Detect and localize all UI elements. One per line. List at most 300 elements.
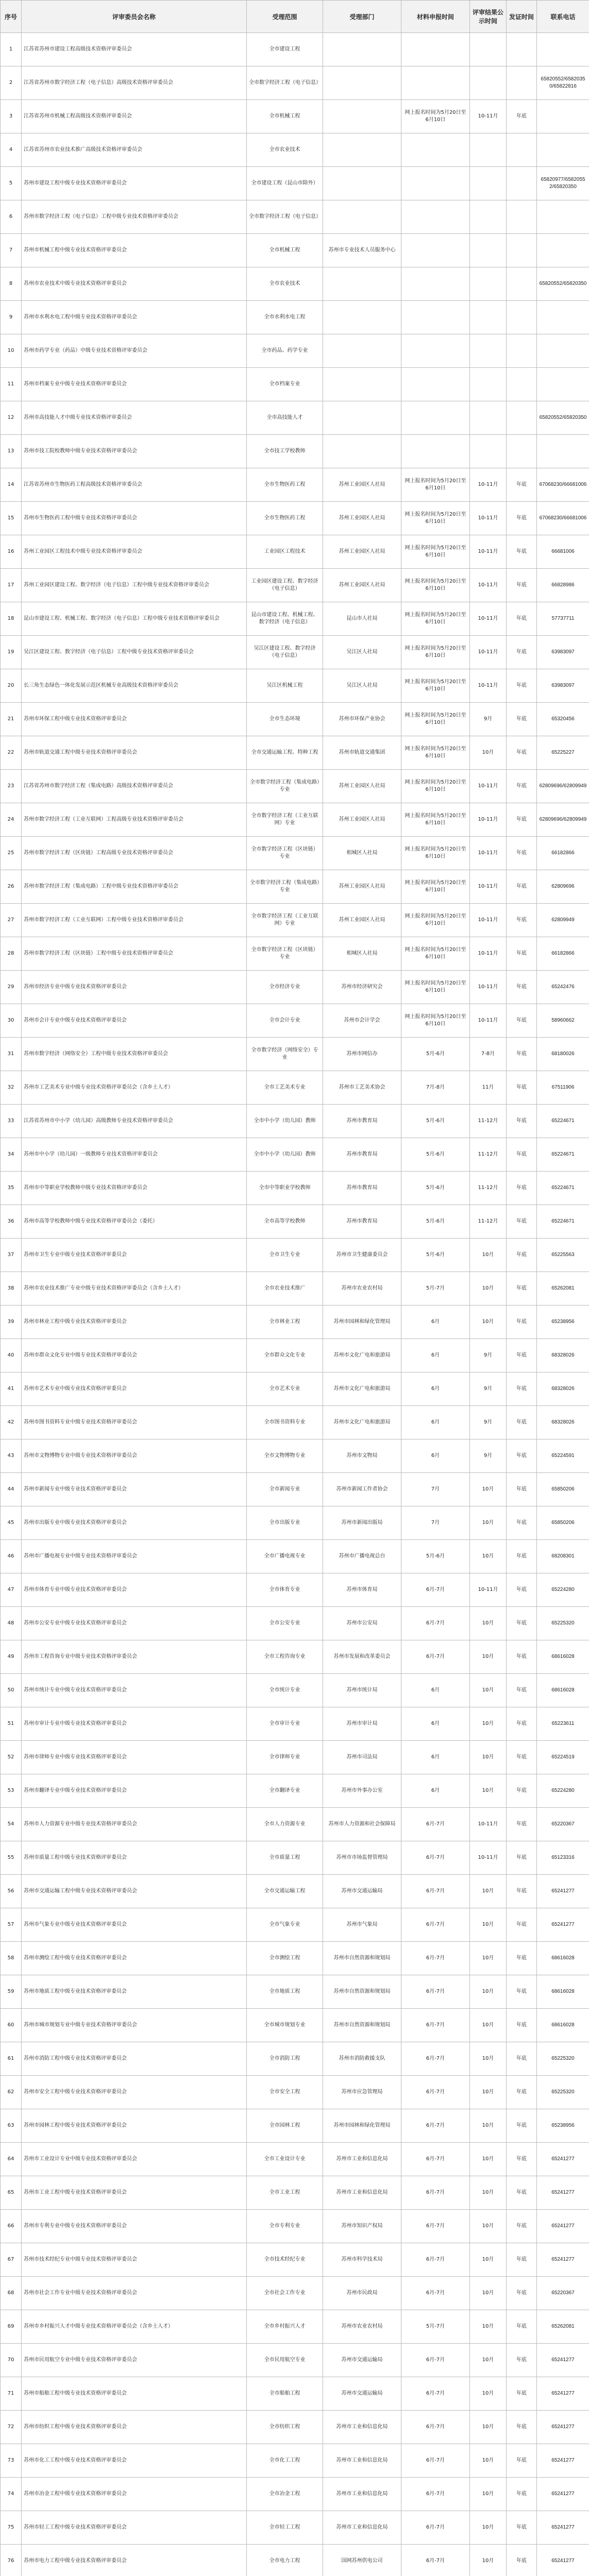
table-row bbox=[1, 837, 589, 870]
row-index-cell: 8 bbox=[1, 267, 22, 301]
scope-cell: 全市高等学校教师 bbox=[247, 1205, 323, 1239]
committee-name-cell: 苏州市消防工程中级专业技术资格评审委员会 bbox=[22, 2042, 247, 2076]
table-row bbox=[1, 334, 589, 368]
certificate-time-cell: 年底 bbox=[507, 2109, 537, 2143]
row-index-cell: 14 bbox=[1, 468, 22, 502]
result-time-cell: 11-12月 bbox=[470, 1172, 507, 1205]
phone-cell: 57737711 bbox=[537, 602, 589, 636]
row-index-cell: 48 bbox=[1, 1607, 22, 1640]
certificate-time-cell: 年底 bbox=[507, 2310, 537, 2344]
table-row bbox=[1, 1105, 589, 1138]
result-time-cell: 10月 bbox=[470, 1741, 507, 1774]
result-time-cell: 11-12月 bbox=[470, 1105, 507, 1138]
phone-cell: 65225320 bbox=[537, 1607, 589, 1640]
committee-name-cell: 苏州市中等职业学校教师中级专业技术资格评审委员会 bbox=[22, 1172, 247, 1205]
phone-cell: 67511906 bbox=[537, 1071, 589, 1105]
submission-time-cell: 网上报名时间为5月20日至6月10日 bbox=[401, 1004, 470, 1038]
scope-cell: 全市建设工程 bbox=[247, 33, 323, 66]
committee-name-cell: 苏州市工业设计专业中级专业技术资格评审委员会 bbox=[22, 2143, 247, 2176]
certificate-time-cell bbox=[507, 368, 537, 401]
scope-cell: 吴江区机械工程 bbox=[247, 669, 323, 703]
phone-cell: 62809949 bbox=[537, 904, 589, 937]
scope-cell: 吴江区建设工程、数字经济（电子信息） bbox=[247, 636, 323, 669]
scope-cell: 全市数字经济工程（集成电路）专业 bbox=[247, 870, 323, 904]
scope-cell: 全市机械工程 bbox=[247, 234, 323, 267]
phone-cell: 65241277 bbox=[537, 1908, 589, 1942]
phone-cell bbox=[537, 200, 589, 234]
submission-time-cell: 网上报名时间为5月20日至6月10日 bbox=[401, 602, 470, 636]
phone-cell: 65224671 bbox=[537, 1172, 589, 1205]
committee-name-cell: 苏州市技工院校教师中级专业技术资格评审委员会 bbox=[22, 435, 247, 468]
result-time-cell: 10月 bbox=[470, 2076, 507, 2109]
scope-cell: 全市卫生专业 bbox=[247, 1239, 323, 1272]
result-time-cell: 10月 bbox=[470, 1306, 507, 1339]
department-cell: 苏州市自然资源和规划局 bbox=[323, 2009, 401, 2042]
header-scope: 受理范围 bbox=[247, 1, 323, 33]
scope-cell: 全市社会工作专业 bbox=[247, 2277, 323, 2310]
department-cell bbox=[323, 66, 401, 100]
row-index-cell: 68 bbox=[1, 2277, 22, 2310]
scope-cell: 全市高技能人才 bbox=[247, 401, 323, 435]
result-time-cell bbox=[470, 301, 507, 334]
row-index-cell: 30 bbox=[1, 1004, 22, 1038]
row-index-cell: 53 bbox=[1, 1774, 22, 1808]
table-row bbox=[1, 2143, 589, 2176]
scope-cell: 全市会计专业 bbox=[247, 1004, 323, 1038]
committee-name-cell: 苏州市数字经济工程（工业互联网）工程中级专业技术资格评审委员会 bbox=[22, 904, 247, 937]
row-index-cell: 13 bbox=[1, 435, 22, 468]
certificate-time-cell: 年底 bbox=[507, 2344, 537, 2377]
result-time-cell: 10-11月 bbox=[470, 636, 507, 669]
submission-time-cell: 6月 bbox=[401, 1674, 470, 1707]
table-row bbox=[1, 1473, 589, 1506]
phone-cell: 65241277 bbox=[537, 2176, 589, 2210]
department-cell: 吴江区人社局 bbox=[323, 636, 401, 669]
committee-name-cell: 苏州市药学专业（药品）中级专业技术资格评审委员会 bbox=[22, 334, 247, 368]
phone-cell: 68208301 bbox=[537, 1540, 589, 1573]
certificate-time-cell: 年底 bbox=[507, 468, 537, 502]
phone-cell bbox=[537, 301, 589, 334]
committee-name-cell: 苏州市图书资料专业中级专业技术资格评审委员会 bbox=[22, 1406, 247, 1439]
certificate-time-cell: 年底 bbox=[507, 1875, 537, 1908]
row-index-cell: 26 bbox=[1, 870, 22, 904]
phone-cell: 65225320 bbox=[537, 2042, 589, 2076]
certificate-time-cell: 年底 bbox=[507, 2042, 537, 2076]
row-index-cell: 44 bbox=[1, 1473, 22, 1506]
row-index-cell: 19 bbox=[1, 636, 22, 669]
certificate-time-cell: 年底 bbox=[507, 2277, 537, 2310]
header-phone: 联系电话 bbox=[537, 1, 589, 33]
result-time-cell: 10月 bbox=[470, 1975, 507, 2009]
submission-time-cell: 6月-7月 bbox=[401, 1942, 470, 1975]
phone-cell: 67068230/66681006 bbox=[537, 468, 589, 502]
phone-cell bbox=[537, 33, 589, 66]
phone-cell: 65850206 bbox=[537, 1473, 589, 1506]
row-index-cell: 2 bbox=[1, 66, 22, 100]
phone-cell: 65820552/65820350/65822816 bbox=[537, 66, 589, 100]
submission-time-cell bbox=[401, 401, 470, 435]
result-time-cell: 10月 bbox=[470, 2009, 507, 2042]
certificate-time-cell: 年底 bbox=[507, 736, 537, 770]
department-cell: 苏州市交通运输局 bbox=[323, 2377, 401, 2411]
scope-cell: 全市图书资料专业 bbox=[247, 1406, 323, 1439]
certificate-time-cell: 年底 bbox=[507, 636, 537, 669]
phone-cell: 65820552/65820350 bbox=[537, 267, 589, 301]
department-cell: 苏州市会计学会 bbox=[323, 1004, 401, 1038]
result-time-cell bbox=[470, 234, 507, 267]
result-time-cell: 10月 bbox=[470, 2243, 507, 2277]
header-submission-time: 材料申报时间 bbox=[401, 1, 470, 33]
table-row bbox=[1, 1339, 589, 1372]
committee-name-cell: 苏州市公安专业中级专业技术资格评审委员会 bbox=[22, 1607, 247, 1640]
result-time-cell: 10-11月 bbox=[470, 904, 507, 937]
result-time-cell: 10-11月 bbox=[470, 803, 507, 837]
row-index-cell: 58 bbox=[1, 1942, 22, 1975]
committee-name-cell: 苏州市统计专业中级专业技术资格评审委员会 bbox=[22, 1674, 247, 1707]
phone-cell: 68180026 bbox=[537, 1038, 589, 1071]
scope-cell: 全市轻工工程 bbox=[247, 2511, 323, 2545]
result-time-cell bbox=[470, 33, 507, 66]
result-time-cell: 10-11月 bbox=[470, 669, 507, 703]
certificate-time-cell bbox=[507, 66, 537, 100]
committee-name-cell: 苏州市中小学（幼儿园）一级教师专业技术资格评审委员会 bbox=[22, 1138, 247, 1172]
committee-name-cell: 苏州市群众文化专业中级专业技术资格评审委员会 bbox=[22, 1339, 247, 1372]
scope-cell: 全市律师专业 bbox=[247, 1741, 323, 1774]
certificate-time-cell: 年底 bbox=[507, 1674, 537, 1707]
table-row bbox=[1, 937, 589, 971]
table-row bbox=[1, 1172, 589, 1205]
certificate-time-cell: 年底 bbox=[507, 602, 537, 636]
table-row bbox=[1, 1038, 589, 1071]
submission-time-cell: 6月-7月 bbox=[401, 2411, 470, 2444]
table-row bbox=[1, 535, 589, 569]
table-row bbox=[1, 1372, 589, 1406]
table-row bbox=[1, 1573, 589, 1607]
submission-time-cell: 6月-7月 bbox=[401, 2377, 470, 2411]
department-cell bbox=[323, 33, 401, 66]
department-cell: 苏州市教育局 bbox=[323, 1205, 401, 1239]
scope-cell: 昆山市建设工程、机械工程、数字经济（电子信息） bbox=[247, 602, 323, 636]
table-row bbox=[1, 1674, 589, 1707]
committee-name-cell: 苏州市文物博物专业中级专业技术资格评审委员会 bbox=[22, 1439, 247, 1473]
committee-name-cell: 苏州市冶金工程中级专业技术资格评审委员会 bbox=[22, 2478, 247, 2511]
result-time-cell: 10-11月 bbox=[470, 1808, 507, 1841]
phone-cell: 65850206 bbox=[537, 1506, 589, 1540]
department-cell: 苏州市园林和绿化管理局 bbox=[323, 1306, 401, 1339]
row-index-cell: 5 bbox=[1, 167, 22, 200]
certificate-time-cell: 年底 bbox=[507, 502, 537, 535]
scope-cell: 全市出版专业 bbox=[247, 1506, 323, 1540]
table-row bbox=[1, 301, 589, 334]
row-index-cell: 47 bbox=[1, 1573, 22, 1607]
result-time-cell: 10-11月 bbox=[470, 1004, 507, 1038]
department-cell: 苏州工业园区人社局 bbox=[323, 468, 401, 502]
phone-cell: 65224671 bbox=[537, 1105, 589, 1138]
department-cell: 苏州工业园区人社局 bbox=[323, 569, 401, 602]
table-row bbox=[1, 2277, 589, 2310]
phone-cell: 66828986 bbox=[537, 569, 589, 602]
committee-name-cell: 江苏省苏州市数字经济工程（电子信息）高级技术资格评审委员会 bbox=[22, 66, 247, 100]
scope-cell: 全市林业工程 bbox=[247, 1306, 323, 1339]
phone-cell: 65241277 bbox=[537, 2344, 589, 2377]
table-row bbox=[1, 1540, 589, 1573]
row-index-cell: 7 bbox=[1, 234, 22, 267]
phone-cell bbox=[537, 100, 589, 133]
department-cell bbox=[323, 435, 401, 468]
committee-name-cell: 吴江区建设工程、数字经济（电子信息）工程中级专业技术资格评审委员会 bbox=[22, 636, 247, 669]
row-index-cell: 4 bbox=[1, 133, 22, 167]
result-time-cell: 10-11月 bbox=[470, 770, 507, 803]
committee-name-cell: 昆山市建设工程、机械工程、数字经济（电子信息）工程中级专业技术资格评审委员会 bbox=[22, 602, 247, 636]
table-row bbox=[1, 1975, 589, 2009]
submission-time-cell: 6月 bbox=[401, 1339, 470, 1372]
department-cell: 苏州市农业农村局 bbox=[323, 2310, 401, 2344]
committee-name-cell: 苏州市数字经济工程（区块链）工程高级专业技术资格评审委员会 bbox=[22, 837, 247, 870]
table-row bbox=[1, 1707, 589, 1741]
row-index-cell: 24 bbox=[1, 803, 22, 837]
scope-cell: 全市技工学校教师 bbox=[247, 435, 323, 468]
table-row bbox=[1, 2444, 589, 2478]
row-index-cell: 23 bbox=[1, 770, 22, 803]
department-cell bbox=[323, 334, 401, 368]
phone-cell: 68616028 bbox=[537, 1975, 589, 2009]
scope-cell: 全市农业技术推广 bbox=[247, 1272, 323, 1306]
submission-time-cell: 6月 bbox=[401, 1372, 470, 1406]
result-time-cell: 10月 bbox=[470, 1942, 507, 1975]
certificate-time-cell: 年底 bbox=[507, 870, 537, 904]
scope-cell: 全市安全工程 bbox=[247, 2076, 323, 2109]
scope-cell: 全市生态环境 bbox=[247, 703, 323, 736]
scope-cell: 全市农业技术 bbox=[247, 267, 323, 301]
result-time-cell: 9月 bbox=[470, 1439, 507, 1473]
scope-cell: 全市乡村振兴人才 bbox=[247, 2310, 323, 2344]
table-row bbox=[1, 502, 589, 535]
submission-time-cell bbox=[401, 301, 470, 334]
row-index-cell: 57 bbox=[1, 1908, 22, 1942]
department-cell: 苏州市新闻工作者协会 bbox=[323, 1473, 401, 1506]
scope-cell: 全市翻译专业 bbox=[247, 1774, 323, 1808]
scope-cell: 全市民用航空专业 bbox=[247, 2344, 323, 2377]
result-time-cell: 10月 bbox=[470, 1908, 507, 1942]
result-time-cell: 11月 bbox=[470, 1071, 507, 1105]
submission-time-cell: 5月-7月 bbox=[401, 2310, 470, 2344]
certificate-time-cell: 年底 bbox=[507, 669, 537, 703]
scope-cell: 全市审计专业 bbox=[247, 1707, 323, 1741]
row-index-cell: 36 bbox=[1, 1205, 22, 1239]
department-cell: 苏州市教育局 bbox=[323, 1138, 401, 1172]
submission-time-cell: 网上报名时间为5月20日至6月10日 bbox=[401, 669, 470, 703]
scope-cell: 工业园区建设工程、数字经济（电子信息） bbox=[247, 569, 323, 602]
certificate-time-cell bbox=[507, 401, 537, 435]
row-index-cell: 43 bbox=[1, 1439, 22, 1473]
phone-cell: 65238956 bbox=[537, 2109, 589, 2143]
row-index-cell: 9 bbox=[1, 301, 22, 334]
phone-cell: 65241277 bbox=[537, 2511, 589, 2545]
submission-time-cell: 网上报名时间为5月20日至6月10日 bbox=[401, 468, 470, 502]
department-cell: 苏州市文化广电和旅游局 bbox=[323, 1406, 401, 1439]
submission-time-cell: 6月-7月 bbox=[401, 2277, 470, 2310]
committee-name-cell: 苏州市船舶工程中级专业技术资格评审委员会 bbox=[22, 2377, 247, 2411]
committee-name-cell: 苏州市技术经纪专业中级专业技术资格评审委员会 bbox=[22, 2243, 247, 2277]
result-time-cell: 10-11月 bbox=[470, 535, 507, 569]
phone-cell: 65225320 bbox=[537, 2076, 589, 2109]
row-index-cell: 1 bbox=[1, 33, 22, 66]
submission-time-cell bbox=[401, 234, 470, 267]
result-time-cell: 10月 bbox=[470, 1674, 507, 1707]
result-time-cell bbox=[470, 66, 507, 100]
row-index-cell: 70 bbox=[1, 2344, 22, 2377]
scope-cell: 全市中等职业学校教师 bbox=[247, 1172, 323, 1205]
scope-cell: 全市中小学（幼儿园）教师 bbox=[247, 1105, 323, 1138]
phone-cell: 65220367 bbox=[537, 1808, 589, 1841]
scope-cell: 全市数字经济工程（工业互联网）专业 bbox=[247, 803, 323, 837]
department-cell: 苏州市应急管理局 bbox=[323, 2076, 401, 2109]
table-row bbox=[1, 1439, 589, 1473]
committee-name-cell: 苏州市数字经济工程（工业互联网）工程高级专业技术资格评审委员会 bbox=[22, 803, 247, 837]
certificate-time-cell: 年底 bbox=[507, 1640, 537, 1674]
committee-name-cell: 苏州市乡村振兴人才中级专业技术资格评审委员会（含乡土人才） bbox=[22, 2310, 247, 2344]
committee-name-cell: 苏州市机械工程中级专业技术资格评审委员会 bbox=[22, 234, 247, 267]
certificate-time-cell: 年底 bbox=[507, 2511, 537, 2545]
table-row bbox=[1, 100, 589, 133]
row-index-cell: 54 bbox=[1, 1808, 22, 1841]
department-cell: 苏州市工业和信息化局 bbox=[323, 2478, 401, 2511]
submission-time-cell: 6月 bbox=[401, 1707, 470, 1741]
certificate-time-cell: 年底 bbox=[507, 1038, 537, 1071]
table-row bbox=[1, 1506, 589, 1540]
table-row bbox=[1, 1272, 589, 1306]
committee-name-cell: 苏州市交通运输工程中级专业技术资格评审委员会 bbox=[22, 1875, 247, 1908]
table-row bbox=[1, 2545, 589, 2576]
result-time-cell bbox=[470, 267, 507, 301]
committee-name-cell: 苏州市律师专业中级专业技术资格评审委员会 bbox=[22, 1741, 247, 1774]
certificate-time-cell: 年底 bbox=[507, 803, 537, 837]
row-index-cell: 3 bbox=[1, 100, 22, 133]
committee-name-cell: 苏州市安全工程中级专业技术资格评审委员会 bbox=[22, 2076, 247, 2109]
committee-name-cell: 苏州市民用航空专业中级专业技术资格评审委员会 bbox=[22, 2344, 247, 2377]
committee-name-cell: 苏州市农业技术中级专业技术资格评审委员会 bbox=[22, 267, 247, 301]
row-index-cell: 74 bbox=[1, 2478, 22, 2511]
committee-name-cell: 苏州市数字经济工程（区块链）工程中级专业技术资格评审委员会 bbox=[22, 937, 247, 971]
committee-name-cell: 苏州市经济专业中级专业技术资格评审委员会 bbox=[22, 971, 247, 1004]
table-row bbox=[1, 669, 589, 703]
department-cell: 苏州市卫生健康委员会 bbox=[323, 1239, 401, 1272]
scope-cell: 全市广播电视专业 bbox=[247, 1540, 323, 1573]
certificate-time-cell: 年底 bbox=[507, 1138, 537, 1172]
scope-cell: 全市数字经济工程（区块链）专业 bbox=[247, 837, 323, 870]
table-row bbox=[1, 1640, 589, 1674]
table-row bbox=[1, 267, 589, 301]
submission-time-cell: 5月-6月 bbox=[401, 1172, 470, 1205]
result-time-cell: 10-11月 bbox=[470, 1841, 507, 1875]
department-cell: 苏州市外事办公室 bbox=[323, 1774, 401, 1808]
submission-time-cell: 7月-8月 bbox=[401, 1071, 470, 1105]
certificate-time-cell: 年底 bbox=[507, 1439, 537, 1473]
phone-cell: 65224519 bbox=[537, 1741, 589, 1774]
table-row bbox=[1, 1875, 589, 1908]
table-row bbox=[1, 971, 589, 1004]
scope-cell: 全市数字经济工程（集成电路）专业 bbox=[247, 770, 323, 803]
department-cell bbox=[323, 401, 401, 435]
table-row bbox=[1, 703, 589, 736]
scope-cell: 全市交通运输工程 bbox=[247, 1875, 323, 1908]
table-row bbox=[1, 770, 589, 803]
department-cell: 苏州市公安局 bbox=[323, 1607, 401, 1640]
certificate-time-cell: 年底 bbox=[507, 1372, 537, 1406]
certificate-time-cell: 年底 bbox=[507, 937, 537, 971]
committee-name-cell: 苏州市出版专业中级专业技术资格评审委员会 bbox=[22, 1506, 247, 1540]
scope-cell: 全市城市规划专业 bbox=[247, 2009, 323, 2042]
row-index-cell: 60 bbox=[1, 2009, 22, 2042]
scope-cell: 全市数字经济工程（电子信息） bbox=[247, 66, 323, 100]
submission-time-cell: 网上报名时间为5月20日至6月10日 bbox=[401, 569, 470, 602]
certificate-time-cell: 年底 bbox=[507, 2411, 537, 2444]
scope-cell: 全市公安专业 bbox=[247, 1607, 323, 1640]
committee-name-cell: 苏州市卫生专业中级专业技术资格评审委员会 bbox=[22, 1239, 247, 1272]
certificate-time-cell: 年底 bbox=[507, 535, 537, 569]
phone-cell bbox=[537, 234, 589, 267]
phone-cell: 65224671 bbox=[537, 1138, 589, 1172]
phone-cell: 65241277 bbox=[537, 2243, 589, 2277]
table-row bbox=[1, 1306, 589, 1339]
committee-name-cell: 苏州市生物医药工程中级专业技术资格评审委员会 bbox=[22, 502, 247, 535]
result-time-cell: 10月 bbox=[470, 2143, 507, 2176]
phone-cell: 62809696/62809949 bbox=[537, 803, 589, 837]
department-cell: 苏州市发展和改革委员会 bbox=[323, 1640, 401, 1674]
certificate-time-cell bbox=[507, 234, 537, 267]
row-index-cell: 67 bbox=[1, 2243, 22, 2277]
phone-cell: 68616028 bbox=[537, 1640, 589, 1674]
result-time-cell: 10月 bbox=[470, 2109, 507, 2143]
row-index-cell: 38 bbox=[1, 1272, 22, 1306]
result-time-cell: 11-12月 bbox=[470, 1138, 507, 1172]
row-index-cell: 27 bbox=[1, 904, 22, 937]
row-index-cell: 6 bbox=[1, 200, 22, 234]
department-cell: 苏州市专业技术人员服务中心 bbox=[323, 234, 401, 267]
department-cell: 苏州市自然资源和规划局 bbox=[323, 1942, 401, 1975]
table-row bbox=[1, 401, 589, 435]
row-index-cell: 21 bbox=[1, 703, 22, 736]
certificate-time-cell: 年底 bbox=[507, 1339, 537, 1372]
scope-cell: 全市园林工程 bbox=[247, 2109, 323, 2143]
submission-time-cell: 5月-7月 bbox=[401, 1272, 470, 1306]
phone-cell: 65241277 bbox=[537, 2545, 589, 2576]
committee-name-cell: 苏州市环保工程中级专业技术资格评审委员会 bbox=[22, 703, 247, 736]
table-row bbox=[1, 1406, 589, 1439]
table-row bbox=[1, 904, 589, 937]
committee-name-cell: 苏州市审计专业中级专业技术资格评审委员会 bbox=[22, 1707, 247, 1741]
submission-time-cell bbox=[401, 334, 470, 368]
row-index-cell: 62 bbox=[1, 2076, 22, 2109]
certificate-time-cell: 年底 bbox=[507, 1774, 537, 1808]
scope-cell: 全市工业设计专业 bbox=[247, 2143, 323, 2176]
submission-time-cell: 5月-6月 bbox=[401, 1038, 470, 1071]
submission-time-cell: 网上报名时间为5月20日至6月10日 bbox=[401, 736, 470, 770]
row-index-cell: 56 bbox=[1, 1875, 22, 1908]
phone-cell: 63983097 bbox=[537, 636, 589, 669]
table-row bbox=[1, 234, 589, 267]
result-time-cell: 10-11月 bbox=[470, 937, 507, 971]
submission-time-cell: 6月-7月 bbox=[401, 1975, 470, 2009]
committee-name-cell: 苏州市水利水电工程中级专业技术资格评审委员会 bbox=[22, 301, 247, 334]
certificate-time-cell: 年底 bbox=[507, 1908, 537, 1942]
row-index-cell: 71 bbox=[1, 2377, 22, 2411]
committee-name-cell: 江苏省苏州市建设工程高级技术资格评审委员会 bbox=[22, 33, 247, 66]
header-index: 序号 bbox=[1, 1, 22, 33]
table-row bbox=[1, 33, 589, 66]
result-time-cell: 10月 bbox=[470, 1473, 507, 1506]
department-cell: 苏州市市场监督管理局 bbox=[323, 1841, 401, 1875]
